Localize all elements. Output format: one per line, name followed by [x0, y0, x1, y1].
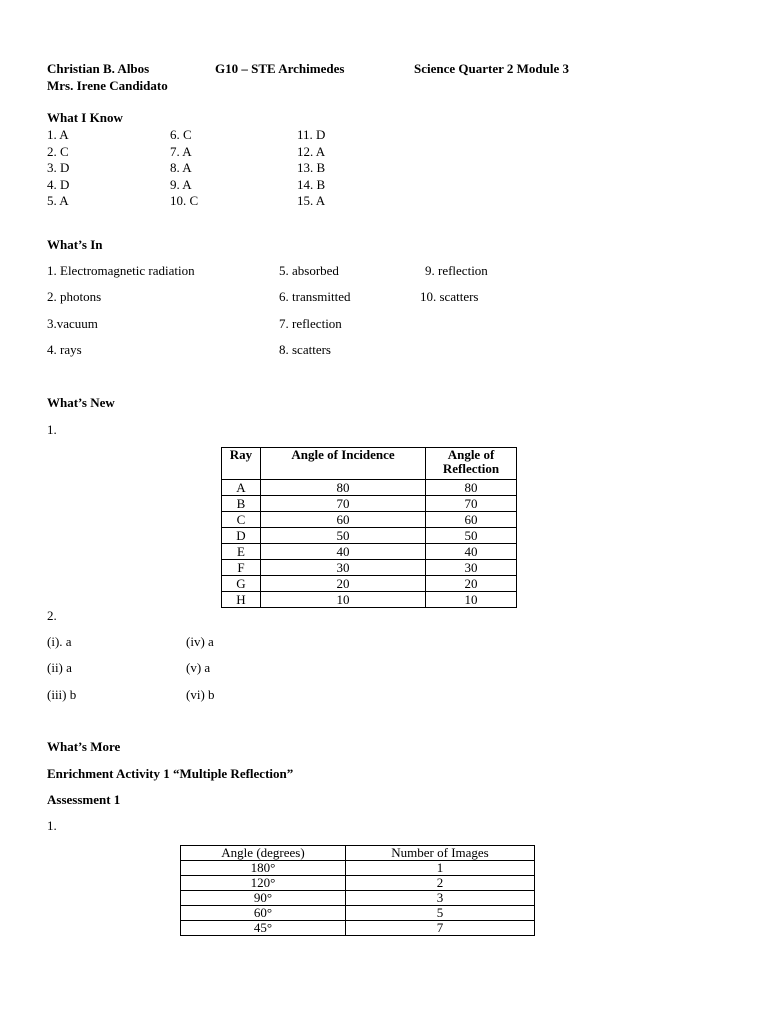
table-row [222, 544, 517, 560]
whats-in-item-col2-4: 8. scatters [279, 342, 331, 358]
know-answer-col2-4: 9. A [170, 176, 192, 192]
reflection-cell: 10 [426, 592, 517, 608]
what-i-know-heading: What I Know [47, 110, 123, 125]
ray-cell: F [222, 560, 261, 576]
whats-in-heading: What’s In [47, 237, 103, 252]
table-row [222, 496, 517, 512]
know-answer-col1-4: 4. D [47, 176, 70, 192]
incidence-cell: 60 [261, 512, 426, 528]
student-name: Christian B. Albos [47, 61, 150, 76]
answer-left-3: (iii) b [47, 686, 77, 702]
answer-left-1: (i). a [47, 634, 72, 649]
know-answer-col1-3: 3. D [47, 160, 70, 176]
whats-in-item-col1-3: 3.vacuum [47, 315, 98, 331]
whats-more-heading: What’s More [47, 739, 121, 754]
incidence-cell: 10 [261, 592, 426, 608]
reflection-cell: 60 [426, 512, 517, 528]
table-row [222, 560, 517, 576]
know-answer-col1-1: 1. A [47, 127, 69, 142]
answer-right-2: (v) a [186, 660, 211, 676]
ray-cell: C [222, 512, 261, 528]
ray-cell: B [222, 496, 261, 512]
angle-cell: 45° [181, 921, 346, 936]
table-row [181, 921, 535, 936]
assessment-title: Assessment 1 [47, 792, 121, 807]
subject-label: Science Quarter 2 Module 3 [414, 61, 570, 76]
image-count-cell: 2 [346, 876, 535, 891]
table-row [222, 592, 517, 608]
know-answer-col2-3: 8. A [170, 160, 192, 176]
answer-left-2: (ii) a [47, 660, 72, 676]
know-answer-col1-5: 5. A [47, 193, 69, 209]
reflection-cell: 80 [426, 480, 517, 496]
table-row [222, 528, 517, 544]
table-row [181, 891, 535, 906]
whats-in-item-col3-1: 9. reflection [425, 263, 488, 278]
know-answer-col3-2: 12. A [297, 143, 326, 159]
item-1-label: 1. [47, 422, 57, 437]
header-number-images: Number of Images [346, 846, 535, 861]
know-answer-col3-3: 13. B [297, 160, 326, 176]
whats-in-item-col2-2: 6. transmitted [279, 289, 351, 305]
whats-in-item-col1-1: 1. Electromagnetic radiation [47, 263, 195, 278]
whats-in-item-col1-4: 4. rays [47, 342, 82, 358]
reflection-cell: 20 [426, 576, 517, 592]
item-2-label: 2. [47, 608, 57, 623]
image-count-cell: 5 [346, 906, 535, 921]
incidence-cell: 80 [261, 480, 426, 496]
ray-cell: E [222, 544, 261, 560]
header-ray: Ray [222, 448, 261, 480]
multiple-reflection-table [180, 845, 535, 936]
table-row [222, 480, 517, 496]
ray-cell: A [222, 480, 261, 496]
ray-cell: G [222, 576, 261, 592]
header-angle-reflection: Angle of Reflection [426, 448, 517, 480]
answer-right-1: (iv) a [186, 634, 214, 649]
table-row [181, 861, 535, 876]
enrichment-activity-title: Enrichment Activity 1 “Multiple Reflection” [47, 766, 294, 781]
angle-cell: 60° [181, 906, 346, 921]
know-answer-col3-4: 14. B [297, 176, 326, 192]
ray-cell: D [222, 528, 261, 544]
image-count-cell: 3 [346, 891, 535, 906]
know-answer-col2-5: 10. C [170, 193, 199, 209]
assessment-item-1-label: 1. [47, 818, 57, 833]
whats-in-item-col3-2: 10. scatters [420, 289, 479, 305]
reflection-angle-table [221, 447, 517, 608]
know-answer-col3-5: 15. A [297, 193, 326, 209]
reflection-cell: 40 [426, 544, 517, 560]
image-count-cell: 7 [346, 921, 535, 936]
incidence-cell: 50 [261, 528, 426, 544]
reflection-cell: 50 [426, 528, 517, 544]
know-answer-col1-2: 2. C [47, 143, 69, 159]
reflection-cell: 30 [426, 560, 517, 576]
section-label: G10 – STE Archimedes [215, 61, 345, 76]
incidence-cell: 40 [261, 544, 426, 560]
whats-in-item-col1-2: 2. photons [47, 289, 102, 305]
incidence-cell: 70 [261, 496, 426, 512]
angle-cell: 180° [181, 861, 346, 876]
ray-cell: H [222, 592, 261, 608]
incidence-cell: 30 [261, 560, 426, 576]
know-answer-col2-2: 7. A [170, 143, 192, 159]
table-row [181, 906, 535, 921]
header-angle-degrees: Angle (degrees) [181, 846, 346, 861]
whats-in-item-col2-1: 5. absorbed [279, 263, 339, 278]
know-answer-col2-1: 6. C [170, 127, 192, 142]
image-count-cell: 1 [346, 861, 535, 876]
whats-new-heading: What’s New [47, 395, 115, 410]
teacher-name: Mrs. Irene Candidato [47, 78, 168, 93]
answer-right-3: (vi) b [186, 686, 215, 702]
know-answer-col3-1: 11. D [297, 127, 326, 142]
table-row [222, 576, 517, 592]
table-row [181, 876, 535, 891]
table-row [222, 512, 517, 528]
header-angle-incidence: Angle of Incidence [261, 448, 426, 480]
whats-in-item-col2-3: 7. reflection [279, 315, 342, 331]
incidence-cell: 20 [261, 576, 426, 592]
angle-cell: 120° [181, 876, 346, 891]
reflection-cell: 70 [426, 496, 517, 512]
angle-cell: 90° [181, 891, 346, 906]
